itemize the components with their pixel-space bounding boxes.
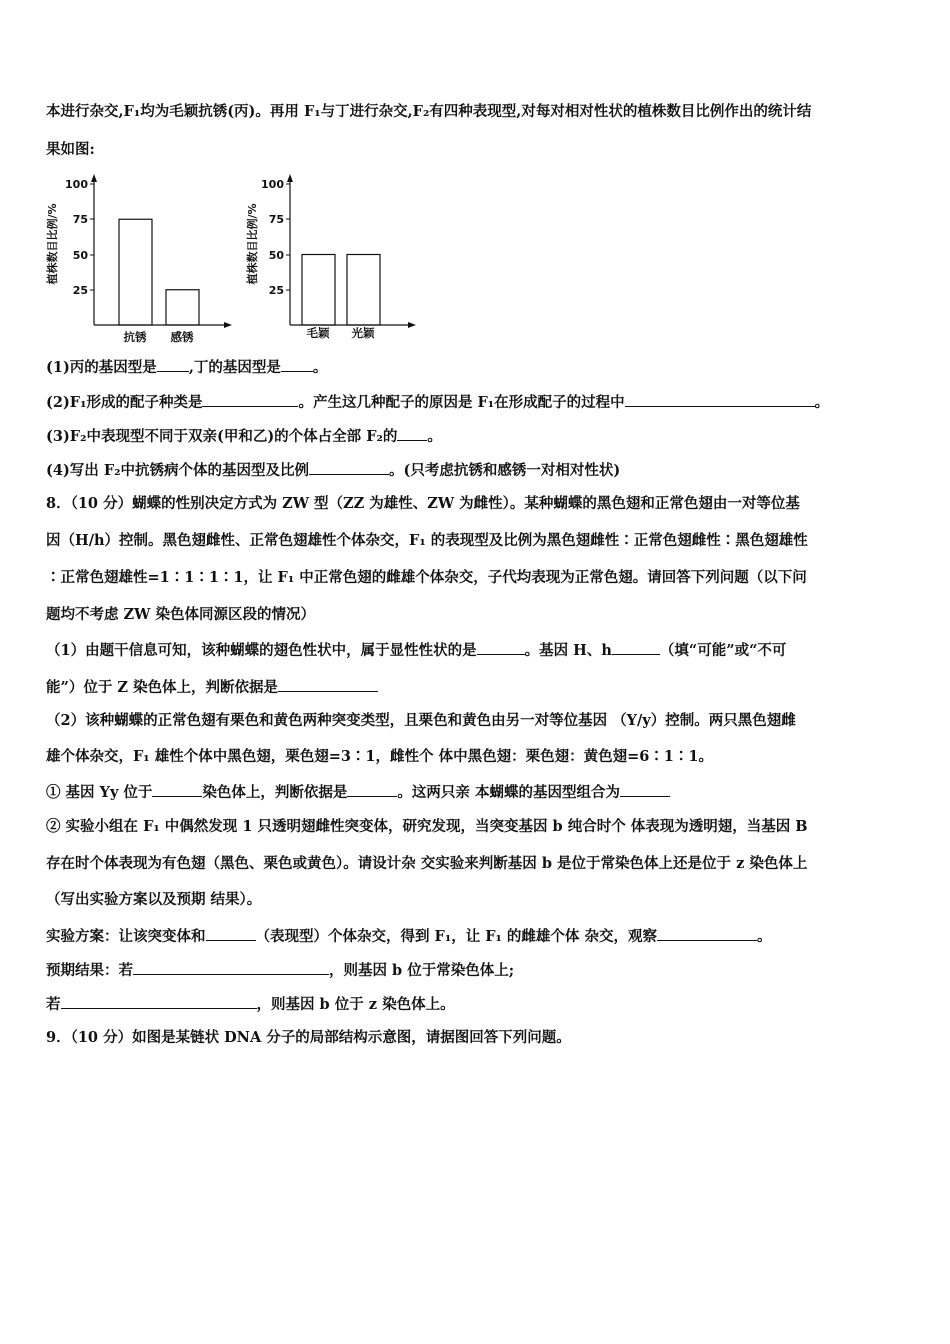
intro-line-1: 本进行杂交,F₁均为毛颖抗锈(丙)。再用 F₁与丁进行杂交,F₂有四种表现型,对每对相对性状的植株数目比例作出的统计结: [46, 103, 812, 120]
q8-plan: 实验方案：让该突变体和 （表现型）个体杂交，得到 F₁，让 F₁ 的雌雄个体 杂交，观察 。: [46, 928, 772, 945]
y-axis-arrow: [91, 174, 97, 182]
answer-blank[interactable]: [152, 782, 202, 797]
x-label-hairy: 毛颖: [306, 326, 330, 340]
q7-part3: (3)F₂中表现型不同于双亲(甲和乙)的个体占全部 F₂的 。: [46, 428, 442, 445]
x-label-susceptible: 感锈: [170, 330, 194, 344]
x-label-smooth: 光颖: [351, 326, 375, 340]
answer-blank[interactable]: [157, 357, 189, 372]
bar-smooth: [347, 255, 380, 326]
x-axis-arrow: [224, 322, 232, 328]
q8-item1: ① 基因 Yy 位于 染色体上，判断依据是 。这两只亲 本蝴蝶的基因型组合为: [46, 782, 670, 803]
answer-blank[interactable]: [61, 994, 257, 1009]
answer-blank[interactable]: [612, 640, 660, 655]
q8-result-2: 若 ，则基因 b 位于 z 染色体上。: [46, 996, 455, 1013]
q8-sub2-line2: 雄个体杂交，F₁ 雄性个体中黑色翅，栗色翅=3∶1，雌性个 体中黑色翅：栗色翅：黄色翅=6∶1∶1。: [46, 748, 713, 765]
answer-blank[interactable]: [625, 392, 815, 407]
answer-blank[interactable]: [347, 782, 397, 797]
chart-ylabel: 植株数目比例/%: [46, 203, 59, 285]
q7-part2: (2)F₁形成的配子种类是 。产生这几种配子的原因是 F₁在形成配子的过程中 。: [46, 394, 830, 411]
y-tick-label: 100: [261, 178, 284, 191]
q8-item2-line1: ② 实验小组在 F₁ 中偶然发现 1 只透明翅雌性突变体，研究发现，当突变基因 b 纯合时个 体表现为透明翅，当基因 B: [46, 818, 808, 835]
q8-line-1: 8．（10 分）蝴蝶的性别决定方式为 ZW 型（ZZ 为雄性、ZW 为雌性）。某种蝴蝶的黑色翅和正常色翅由一对等位基: [46, 495, 800, 512]
q8-line-2: 因（H/h）控制。黑色翅雌性、正常色翅雄性个体杂交，F₁ 的表现型及比例为黑色翅雌性∶正常色翅雌性∶黑色翅雄性: [46, 532, 808, 549]
q8-sub1-line1: （1）由题干信息可知，该种蝴蝶的翅色性状中，属于显性性状的是 。基因 H、h （填“可能”或“不可: [46, 642, 787, 659]
answer-blank[interactable]: [206, 926, 256, 941]
bar-susceptible: [166, 290, 199, 325]
answer-blank[interactable]: [281, 357, 313, 372]
y-tick-label: 75: [268, 213, 284, 226]
y-tick-label: 25: [268, 284, 284, 297]
answer-blank[interactable]: [202, 392, 298, 407]
q8-line-3: ∶正常色翅雄性=1∶1∶1∶1，让 F₁ 中正常色翅的雌雄个体杂交，子代均表现为正常色翅。请回答下列问题（以下问: [46, 569, 807, 586]
q9-line-1: 9．（10 分）如图是某链状 DNA 分子的局部结构示意图，请据图回答下列问题。: [46, 1029, 571, 1046]
q8-sub1-line2: 能”）位于 Z 染色体上，判断依据是: [46, 677, 378, 698]
q8-item2-line3: （写出实验方案以及预期 结果）。: [46, 891, 262, 908]
answer-blank[interactable]: [477, 640, 525, 655]
y-axis-arrow: [287, 174, 293, 182]
y-tick-label: 25: [72, 284, 88, 297]
y-tick-label: 50: [72, 249, 88, 262]
answer-blank[interactable]: [620, 782, 670, 797]
answer-blank[interactable]: [657, 926, 757, 941]
bar-resistant: [119, 219, 152, 325]
q8-result-1: 预期结果：若 ，则基因 b 位于常染色体上;: [46, 962, 515, 979]
intro-line-2: 果如图:: [46, 141, 95, 158]
q8-line-4: 题均不考虑 ZW 染色体同源区段的情况）: [46, 606, 315, 623]
y-tick-label: 50: [268, 249, 284, 262]
answer-blank[interactable]: [397, 426, 427, 441]
answer-blank[interactable]: [309, 460, 389, 475]
q8-item2-line2: 存在时个体表现为有色翅（黑色、栗色或黄色）。请设计杂 交实验来判断基因 b 是位于常染色体上还是位于 z 染色体上: [46, 855, 808, 872]
bar-chart-hair: [240, 168, 420, 346]
bar-hairy: [302, 255, 335, 326]
chart-ylabel: 植株数目比例/%: [246, 203, 259, 285]
y-tick-label: 75: [72, 213, 88, 226]
answer-blank[interactable]: [278, 677, 378, 692]
y-tick-label: 100: [65, 178, 88, 191]
bar-chart-resistance: [40, 168, 235, 346]
q7-part1: (1)丙的基因型是 ,丁的基因型是 。: [46, 359, 328, 376]
x-axis-arrow: [408, 322, 416, 328]
x-label-resistant: 抗锈: [123, 330, 147, 344]
q8-sub2-line1: （2）该种蝴蝶的正常色翅有栗色和黄色两种突变类型，且栗色和黄色由另一对等位基因 （Y/y）控制。两只黑色翅雌: [46, 712, 796, 729]
answer-blank[interactable]: [133, 960, 329, 975]
q7-part4: (4)写出 F₂中抗锈病个体的基因型及比例 。(只考虑抗锈和感锈一对相对性状): [46, 462, 621, 479]
